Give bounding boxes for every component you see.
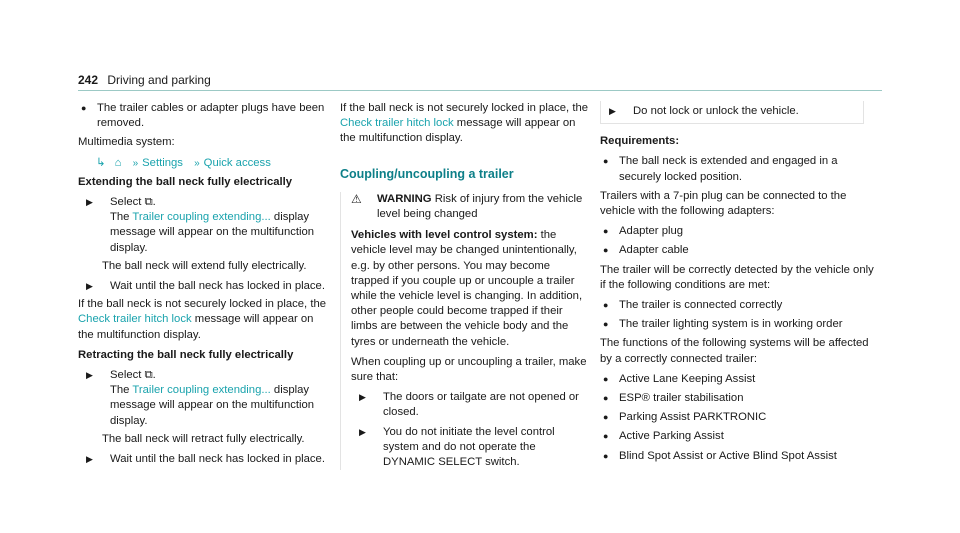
path-quick-access: Quick access [203,156,271,169]
header-rule [78,90,882,91]
warning-triangle-icon: ⚠ [351,191,362,206]
step-item: ▶ Do not lock or unlock the vehicle. [601,104,863,119]
warning-box: ⚠ WARNING Risk of injury from the vehicle level being changed Vehicles with level control system: the vehicle level may be changed unintentionally, e.g. by other persons. You may become trapped if you couple up or uncouple a trailer while the vehicle level is changing. In addition, other people could become trapped if their limbs are between the vehicle body and the tyres or underneath the vehicle. When coupling up or uncoupling a trailer, make sure that: ▶ The doors or tailgate are not opened or closed. ▶ You do not initiate the level control system and do not operate the DYNAMIC SELECT switch. [340,192,590,470]
check-item: ▶ You do not initiate the level control system and do not operate the DYNAMIC SELECT switch. [351,425,590,471]
detect-text: The trailer will be correctly detected by the vehicle only if the following conditions are met: [600,263,874,291]
bullet-item: ● ESP® trailer stabilisation [600,391,882,406]
bullet-item: ● Blind Spot Assist or Active Blind Spot Assist [600,449,882,464]
step-note: The ball neck will extend fully electrically. [102,259,307,272]
warning-body: Vehicles with level control system: the vehicle level may be changed unintentionally, e.g. by other persons. You may become trapped if you couple up or uncouple a trailer while the vehicle level is changing. In addition, other people could become trapped if their limbs are between the vehicle body and the tyres or underneath the vehicle. [351,229,583,348]
chapter-title: Driving and parking [107,73,211,87]
step-arrow-icon: ▶ [359,426,366,437]
bullet-icon: ● [603,226,609,237]
bullet-icon: ● [603,393,609,404]
step-arrow-icon: ▶ [609,106,616,116]
bullet-icon: ● [603,450,609,461]
menu-path [78,156,330,171]
functions-text: The functions of the following systems will be affected by a correctly connected trailer: [600,337,869,365]
step-item: ▶ Select ⧉. The Trailer coupling extending... display message will appear on the multifunction display. [78,195,330,256]
bullet-item: ● The trailer lighting system is in working order [600,317,882,332]
bullet-icon: ● [603,300,609,311]
bullet-item: ● Active Parking Assist [600,429,882,444]
display-message-link: Trailer coupling extending... [132,211,271,224]
step-arrow-icon: ▶ [359,392,366,403]
chevron-icon: » [194,157,200,169]
bullet-item: ● Adapter plug [600,224,882,239]
bullet-icon: ● [603,373,609,384]
page-number: 242 [78,73,99,87]
multimedia-label: Multimedia system: [78,136,175,149]
retracting-heading: Retracting the ball neck fully electrically [78,348,294,361]
step-arrow-icon: ▶ [86,197,93,208]
section-title: Coupling/uncoupling a trailer [340,166,514,181]
continued-warning-box [600,101,864,124]
bullet-item: ● Parking Assist PARKTRONIC [600,410,882,425]
step-arrow-icon: ▶ [86,454,93,465]
return-arrow-icon: ↳ [96,156,106,169]
bullet-icon: ● [603,412,609,423]
display-message-link: Trailer coupling extending... [132,384,271,397]
requirements-heading: Requirements: [600,135,680,148]
trailer-hitch-icon: ⧉ [144,369,153,382]
bullet-item: ● The ball neck is extended and engaged in a securely locked position. [600,154,882,184]
bullet-icon: ● [603,245,609,256]
bullet-icon: ● [603,156,609,167]
bullet-item: ● Adapter cable [600,243,882,258]
page-header [78,73,211,87]
column-3 [600,101,882,468]
pin-text: Trailers with a 7-pin plug can be connected to the vehicle with the following adapters: [600,189,847,218]
bullet-icon: ● [603,431,609,442]
lock-note: If the ball neck is not securely locked in place, the Check trailer hitch lock message will appear on the multifunction display. [78,298,327,341]
step-arrow-icon: ▶ [86,281,93,292]
chevron-icon: » [132,157,139,169]
make-sure-text: When coupling up or uncoupling a trailer, make sure that: [351,355,587,384]
path-settings: Settings [142,156,183,169]
bullet-item: ● The trailer is connected correctly [600,298,882,313]
bullet-item: ● Active Lane Keeping Assist [600,372,882,387]
step-arrow-icon: ▶ [86,370,93,381]
trailer-hitch-icon: ⧉ [144,196,153,209]
step-item: ▶ Wait until the ball neck has locked in place. [78,279,330,294]
bullet-icon: ● [81,103,87,113]
extending-heading: Extending the ball neck fully electrically [78,175,293,188]
check-item: ▶ The doors or tailgate are not opened or closed. [351,390,590,420]
lock-note: If the ball neck is not securely locked in place, the Check trailer hitch lock message will appear on the multifunction display. [340,102,589,145]
home-icon: ⌂ [114,156,122,169]
step-item: ▶ Select ⧉. The Trailer coupling extending... display message will appear on the multifunction display. [78,368,330,429]
bullet-icon: ● [603,319,609,330]
step-item: ▶ Wait until the ball neck has locked in place. [78,452,330,467]
step-note: The ball neck will retract fully electrically. [102,432,305,445]
bullet-item: ● The trailer cables or adapter plugs have been removed. [78,101,330,131]
column-1 [78,101,330,470]
column-2 [340,101,590,473]
